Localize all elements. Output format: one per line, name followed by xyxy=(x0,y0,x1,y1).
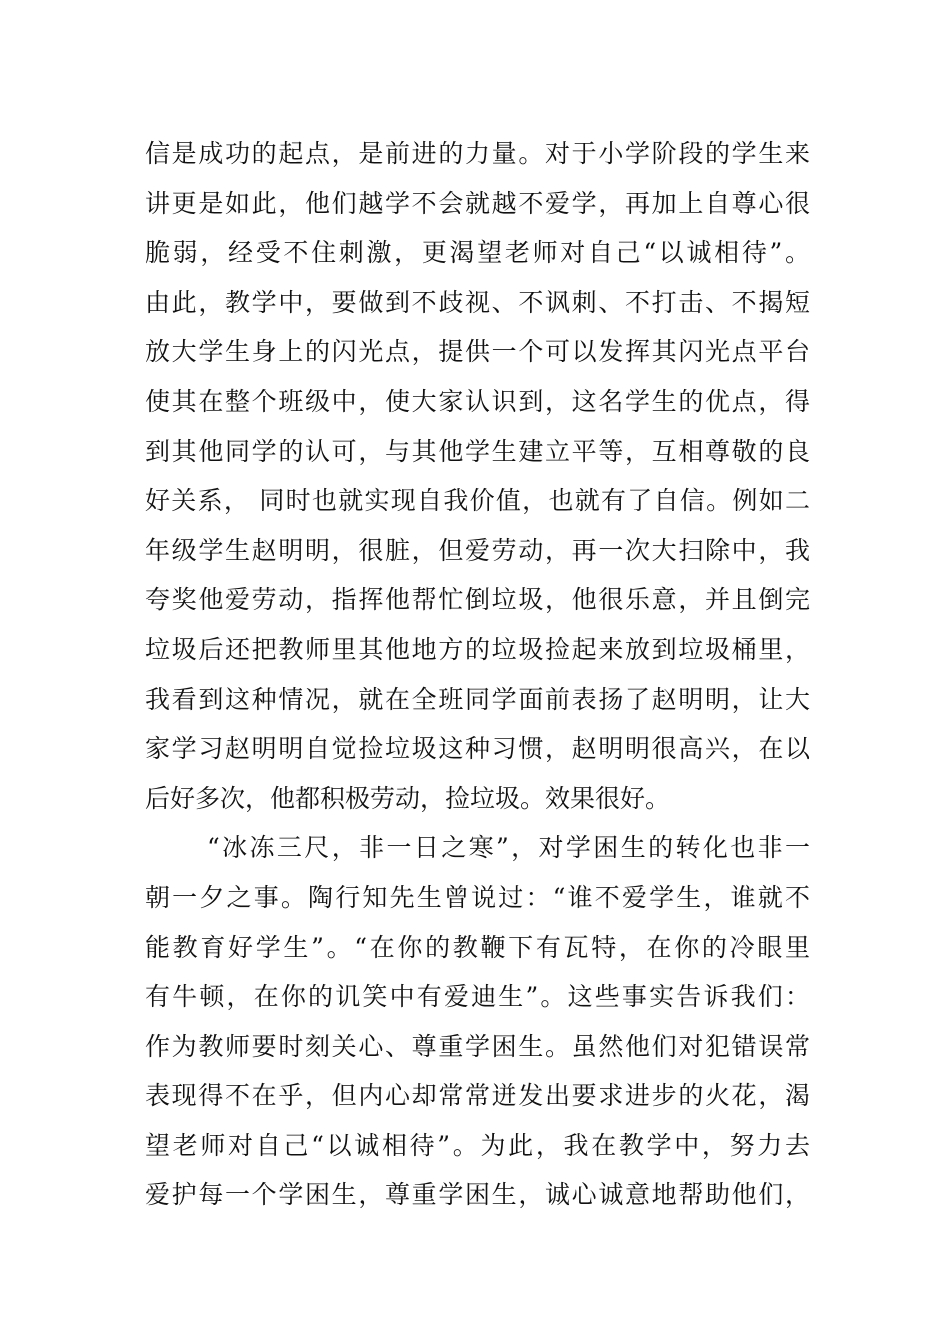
text-line: 作为教师要时刻关心、尊重学困生。虽然他们对犯错误常 xyxy=(145,1031,810,1061)
body-text xyxy=(145,129,810,1220)
text-line: 朝一夕之事。陶行知先生曾说过：“谁不爱学生，谁就不 xyxy=(145,882,810,912)
text-line: 脆弱，经受不住刺激，更渴望老师对自己“以诚相待”。 xyxy=(145,238,810,268)
text-line: 好关系， 同时也就实现自我价值，也就有了自信。例如二 xyxy=(145,486,810,516)
text-line: 由此，教学中，要做到不歧视、不讽刺、不打击、不揭短 xyxy=(145,287,810,317)
text-line: 有牛顿，在你的讥笑中有爱迪生”。这些事实告诉我们： xyxy=(145,982,810,1012)
text-line: 年级学生赵明明，很脏，但爱劳动，再一次大扫除中，我 xyxy=(145,535,810,565)
text-line: 能教育好学生”。“在你的教鞭下有瓦特，在你的冷眼里 xyxy=(145,932,810,962)
text-line: 爱护每一个学困生，尊重学困生，诚心诚意地帮助他们， xyxy=(145,1180,810,1210)
text-line: 我看到这种情况，就在全班同学面前表扬了赵明明，让大 xyxy=(145,684,810,714)
text-line: 讲更是如此，他们越学不会就越不爱学，再加上自尊心很 xyxy=(145,188,810,218)
text-line: 表现得不在乎，但内心却常常迸发出要求进步的火花，渴 xyxy=(145,1081,810,1111)
text-line: 垃圾后还把教师里其他地方的垃圾捡起来放到垃圾桶里， xyxy=(145,634,810,664)
text-line: 望老师对自己“以诚相待”。为此，我在教学中，努力去 xyxy=(145,1130,810,1160)
text-line: 信是成功的起点，是前进的力量。对于小学阶段的学生来 xyxy=(145,139,810,168)
text-line: 家学习赵明明自觉捡垃圾这种习惯，赵明明很高兴，在以 xyxy=(145,734,810,764)
text-line-paragraph-end: 后好多次，他都积极劳动，捡垃圾。效果很好。 xyxy=(145,783,671,813)
text-line: 放大学生身上的闪光点，提供一个可以发挥其闪光点平台 xyxy=(145,337,810,367)
text-line: 到其他同学的认可，与其他学生建立平等，互相尊敬的良 xyxy=(145,436,810,466)
text-line: 夸奖他爱劳动，指挥他帮忙倒垃圾，他很乐意，并且倒完 xyxy=(145,585,810,615)
text-line-paragraph-start: “冰冻三尺，非一日之寒”，对学困生的转化也非一 xyxy=(207,833,810,863)
text-line: 使其在整个班级中，使大家认识到，这名学生的优点，得 xyxy=(145,386,810,416)
